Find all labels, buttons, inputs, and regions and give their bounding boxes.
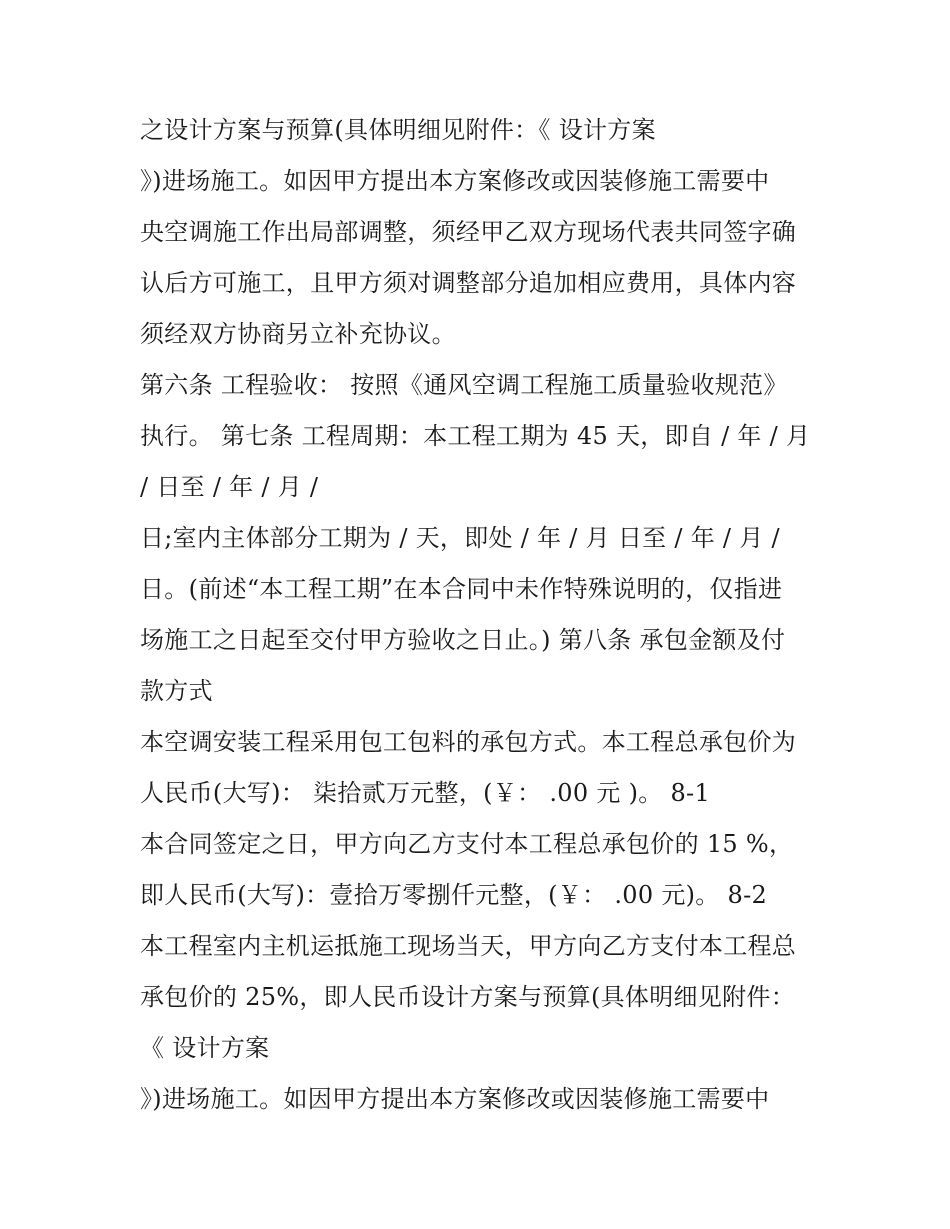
text-line: 之设计方案与预算(具体明细见附件：《 设计方案 — [140, 116, 656, 144]
text-line: 第六条 工程验收： 按照《通风空调工程施工质量验收规范》 — [140, 371, 788, 399]
text-line: 承包价的 25%，即人民币设计方案与预算(具体明细见附件： — [140, 983, 796, 1011]
text-line: 日。(前述“本工程工期”在本合同中未作特殊说明的，仅指进 — [140, 575, 783, 603]
text-line: 须经双方协商另立补充协议。 — [140, 320, 456, 348]
text-line: 本空调安装工程采用包工包料的承包方式。本工程总承包价为 — [140, 728, 797, 756]
text-line: / 日至 / 年 / 月 / — [140, 473, 319, 501]
text-line: 人民币(大写)： 柒拾贰万元整，(￥： .00 元 )。 8-1 — [140, 779, 711, 807]
text-line: 场施工之日起至交付甲方验收之日止。) 第八条 承包金额及付 — [140, 626, 786, 654]
contract-body-text — [140, 105, 830, 1125]
text-line: 即人民币(大写)：壹拾万零捌仟元整，(￥： .00 元)。 8-2 — [140, 881, 768, 909]
text-line: 》)进场施工。如因甲方提出本方案修改或因装修施工需要中 — [140, 167, 770, 195]
text-line: 款方式 — [140, 677, 213, 705]
text-line: 央空调施工作出局部调整，须经甲乙双方现场代表共同签字确 — [140, 218, 797, 246]
text-line: 本工程室内主机运抵施工现场当天，甲方向乙方支付本工程总 — [140, 932, 797, 960]
text-line: 执行。 第七条 工程周期：本工程工期为 45 天，即自 / 年 / 月 — [140, 422, 811, 450]
text-line: 本合同签定之日，甲方向乙方支付本工程总承包价的 15 %， — [140, 830, 794, 858]
text-line: 《 设计方案 — [140, 1034, 270, 1062]
text-line: 日;室内主体部分工期为 / 天，即处 / 年 / 月 日至 / 年 / 月 / — [140, 524, 780, 552]
text-line: 》)进场施工。如因甲方提出本方案修改或因装修施工需要中 — [140, 1085, 770, 1113]
text-line: 认后方可施工，且甲方须对调整部分追加相应费用，具体内容 — [140, 269, 797, 297]
